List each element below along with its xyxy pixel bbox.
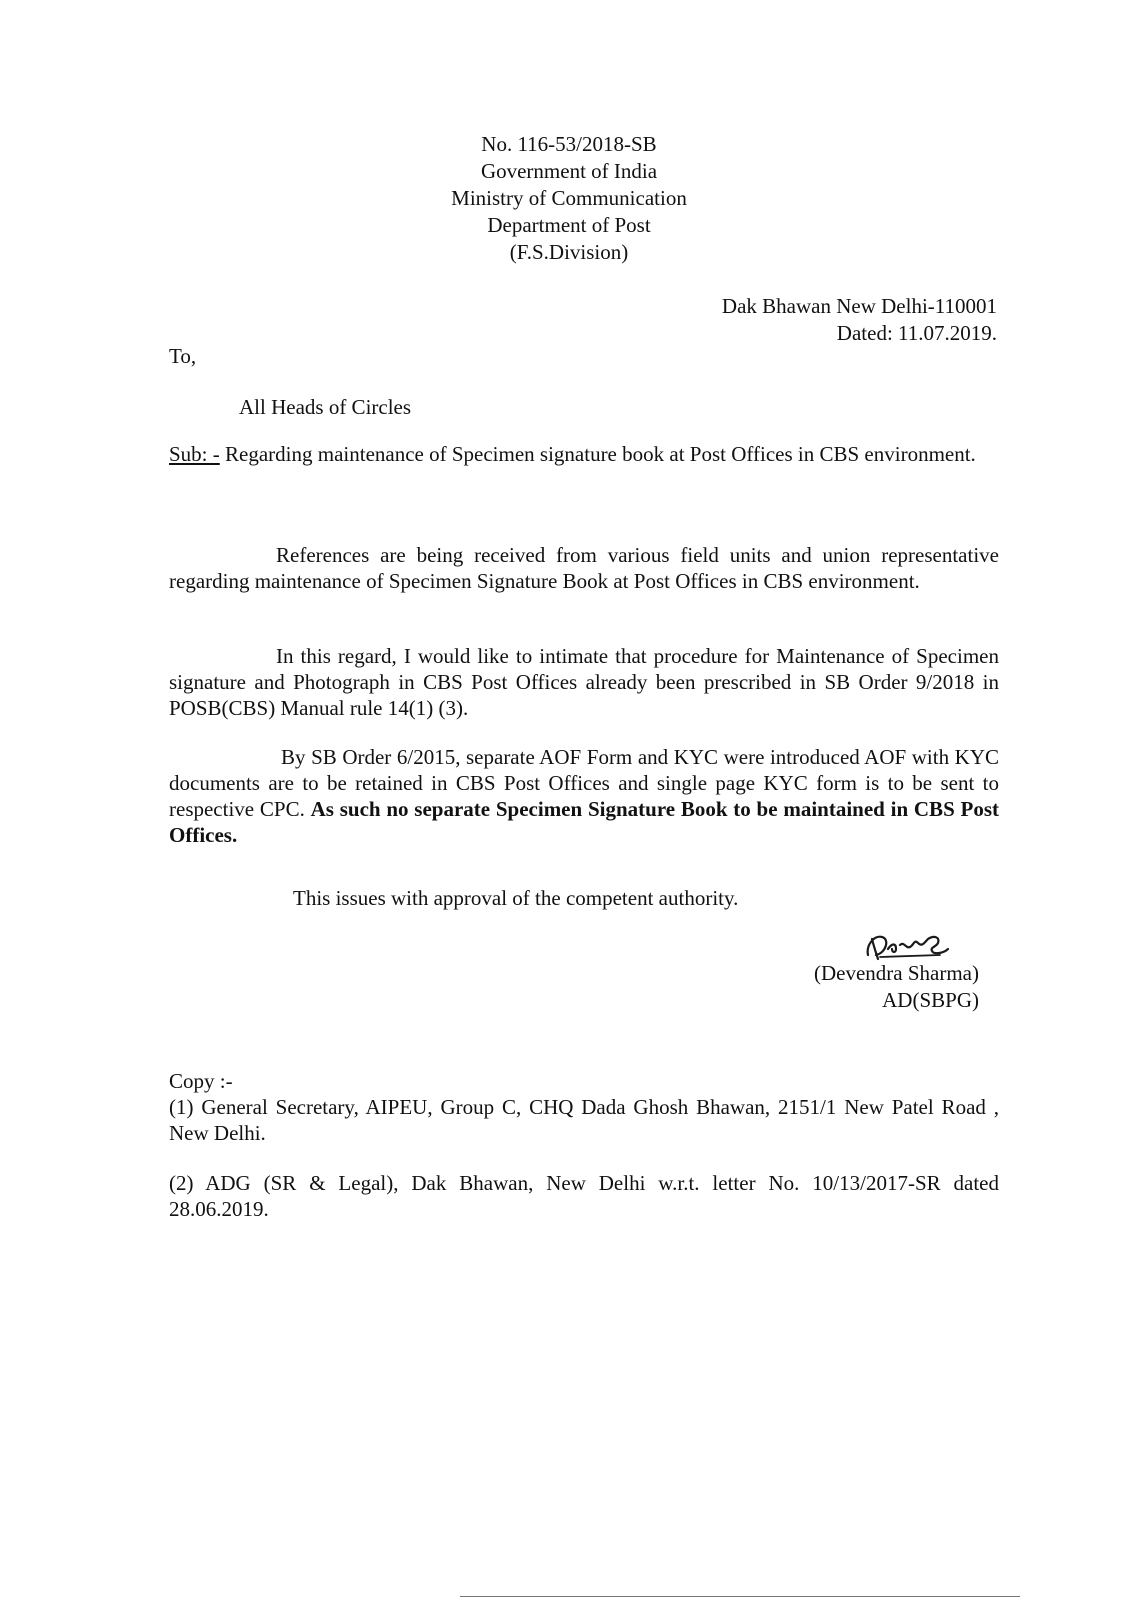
letter-date: Dated: 11.07.2019. (836, 321, 997, 345)
letter-header (369, 131, 769, 266)
handwritten-signature (860, 925, 960, 965)
addressee: All Heads of Circles (239, 395, 412, 419)
signatory-name: (Devendra Sharma) (813, 961, 979, 985)
department-line: Department of Post (487, 213, 651, 237)
subject-text: Regarding maintenance of Specimen signature book at Post Offices in CBS environment. (219, 442, 976, 466)
paragraph-3 (169, 744, 999, 848)
signatory-block (814, 960, 979, 1014)
signatory-designation: AD(SBPG) (882, 988, 979, 1012)
subject-label: Sub: - (169, 442, 220, 466)
paragraph-2: In this regard, I would like to intimate that procedure for Maintenance of Specimen signature and Photograph in CBS Post Offices already been prescribed in SB Order 9/2018 in POSB(CBS) Manual rule 14(1) (3). (169, 644, 999, 720)
place-date-block (722, 293, 997, 347)
copy-item-2: (2) ADG (SR & Legal), Dak Bhawan, New Delhi w.r.t. letter No. 10/13/2017-SR dated 28.06.2019. (169, 1171, 999, 1221)
subject-line (169, 441, 999, 467)
division-line: (F.S.Division) (509, 240, 629, 264)
paragraph-1: References are being received from various field units and union representative regarding maintenance of Specimen Signature Book at Post Offices in CBS environment. (169, 543, 999, 593)
salutation-to: To, (169, 344, 197, 368)
paragraph-3-text: By SB Order 6/2015, separate AOF Form and KYC were introduced AOF with KYC documents are to be retained in CBS Post Offices and single page KYC form is to be sent to respective CPC. (169, 745, 999, 821)
office-address: Dak Bhawan New Delhi-110001 (721, 294, 997, 318)
copy-item-1: (1) General Secretary, AIPEU, Group C, CHQ Dada Ghosh Bhawan, 2151/1 New Patel Road , New Delhi. (169, 1095, 999, 1145)
government-line: Government of India (480, 159, 658, 183)
paragraph-3-bold-text: As such no separate Specimen Signature Book to be maintained in CBS Post Offices. (169, 797, 1000, 847)
closing-line: This issues with approval of the competent authority. (293, 886, 739, 910)
ministry-line: Ministry of Communication (451, 186, 687, 210)
copy-heading: Copy :- (169, 1069, 233, 1093)
letter-number: No. 116-53/2018-SB (481, 132, 657, 156)
bottom-rule (460, 1596, 1020, 1597)
